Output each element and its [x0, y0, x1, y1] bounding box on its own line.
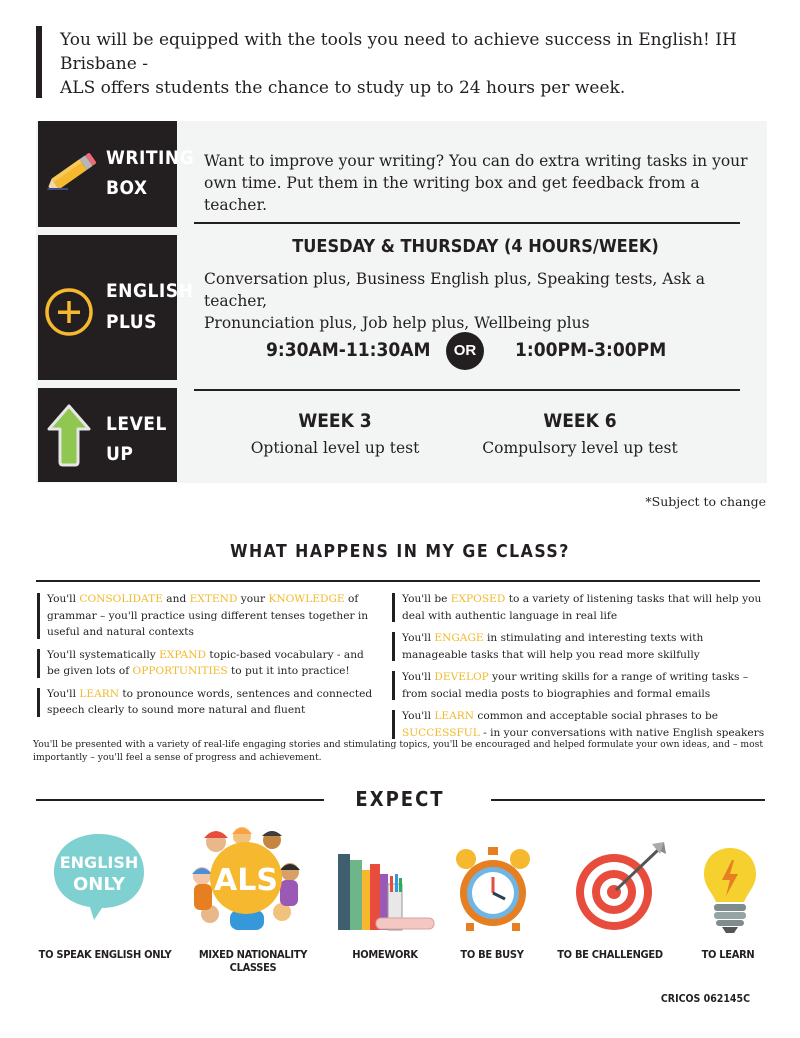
writing-box-text	[204, 150, 767, 216]
or-badge: OR	[446, 332, 484, 370]
time-afternoon: 1:00PM-3:00PM	[515, 339, 667, 361]
week-3-desc: Optional level up test	[250, 439, 420, 457]
svg-text:ALS: ALS	[214, 863, 278, 898]
ge-item: You'll systematically EXPAND topic-based vocabulary - and be given lots of OPPORTUNITIES to put it into practice!	[37, 647, 373, 680]
ge-left-column	[37, 591, 373, 725]
expect-label-speak-english: TO SPEAK ENGLISH ONLY	[38, 948, 172, 961]
intro-accent-bar	[36, 26, 42, 98]
writing-box-label-2: BOX	[106, 177, 148, 199]
english-plus-label-2: PLUS	[106, 311, 157, 333]
ge-item: You'll ENGAGE in stimulating and interesting texts with manageable tasks that will help you read more skilfully	[392, 630, 772, 663]
week-3-heading: WEEK 3	[298, 410, 372, 432]
services-panel	[36, 121, 767, 483]
expect-title: EXPECT	[355, 787, 445, 811]
pencil-icon	[44, 151, 100, 195]
up-arrow-icon	[45, 402, 93, 468]
ge-item: You'll be EXPOSED to a variety of listening tasks that will help you deal with authentic language in real life	[392, 591, 772, 624]
writing-box-tile	[38, 121, 195, 227]
intro-line-2: ALS offers students the chance to study up to 24 hours per week.	[60, 78, 626, 98]
ge-right-column	[392, 591, 772, 747]
writing-box-line-2: own time. Put them in the writing box and get feedback from a teacher.	[204, 174, 700, 214]
plus-circle-icon	[42, 285, 96, 339]
writing-box-label-1: WRITING	[106, 147, 195, 169]
lightbulb-icon	[700, 846, 760, 934]
expect-label-mixed-nationality: MIXED NATIONALITY CLASSES	[198, 948, 308, 974]
week-6-heading: WEEK 6	[543, 410, 617, 432]
ge-section-rule	[36, 580, 760, 582]
ge-section-title: WHAT HAPPENS IN MY GE CLASS?	[230, 542, 570, 562]
svg-text:ENGLISH: ENGLISH	[59, 853, 139, 872]
english-plus-line-1: Conversation plus, Business English plus, Speaking tests, Ask a teacher,	[204, 270, 705, 310]
level-up-label-2: UP	[106, 443, 134, 465]
level-up-label-1: LEVEL	[106, 413, 167, 435]
english-plus-list	[204, 268, 767, 334]
ge-item: You'll LEARN to pronounce words, sentences and connected speech clearly to sound more natural and fluent	[37, 686, 373, 719]
english-only-bubble-icon	[50, 830, 148, 922]
ge-summary: You'll be presented with a variety of real-life engaging stories and stimulating topics, you'll be encouraged and helped formulate your own ideas, and – most importantly – you'll feel a sense of progress and achievement.	[33, 739, 764, 763]
time-morning: 9:30AM-11:30AM	[266, 339, 431, 361]
week-6-desc: Compulsory level up test	[482, 439, 678, 457]
english-plus-line-2: Pronunciation plus, Job help plus, Wellbeing plus	[204, 314, 590, 332]
writing-box-line-1: Want to improve your writing? You can do extra writing tasks in your	[204, 152, 748, 170]
separator-2	[194, 389, 740, 391]
expect-label-learn: TO LEARN	[701, 948, 755, 961]
alarm-clock-icon	[452, 845, 534, 933]
cricos-code: CRICOS 062145C	[660, 993, 750, 1005]
separator-1	[194, 222, 740, 224]
intro-text	[60, 28, 780, 100]
expect-label-homework: HOMEWORK	[352, 948, 418, 961]
expect-rule-right	[491, 799, 765, 801]
english-plus-label-1: ENGLISH	[106, 280, 194, 302]
ge-item: You'll LEARN common and acceptable social phrases to be SUCCESSFUL - in your conversations with native English speakers	[392, 708, 772, 741]
subject-to-change-note: *Subject to change	[645, 494, 766, 509]
intro-line-1: You will be equipped with the tools you need to achieve success in English! IH Brisbane -	[60, 30, 737, 74]
expect-label-challenged: TO BE CHALLENGED	[557, 948, 663, 961]
ge-item: You'll CONSOLIDATE and EXTEND your KNOWLEDGE of grammar – you'll practice using different tenses together in useful and natural contexts	[37, 591, 373, 641]
target-icon	[572, 840, 668, 932]
expect-label-busy: TO BE BUSY	[460, 948, 524, 961]
als-people-icon	[190, 822, 302, 932]
english-plus-schedule: TUESDAY & THURSDAY (4 HOURS/WEEK)	[292, 236, 659, 257]
english-plus-tile	[38, 235, 194, 380]
level-up-tile	[38, 388, 177, 482]
books-icon	[336, 850, 436, 932]
ge-item: You'll DEVELOP your writing skills for a range of writing tasks – from social media posts to biographies and formal emails	[392, 669, 772, 702]
svg-text:ONLY: ONLY	[72, 874, 126, 895]
